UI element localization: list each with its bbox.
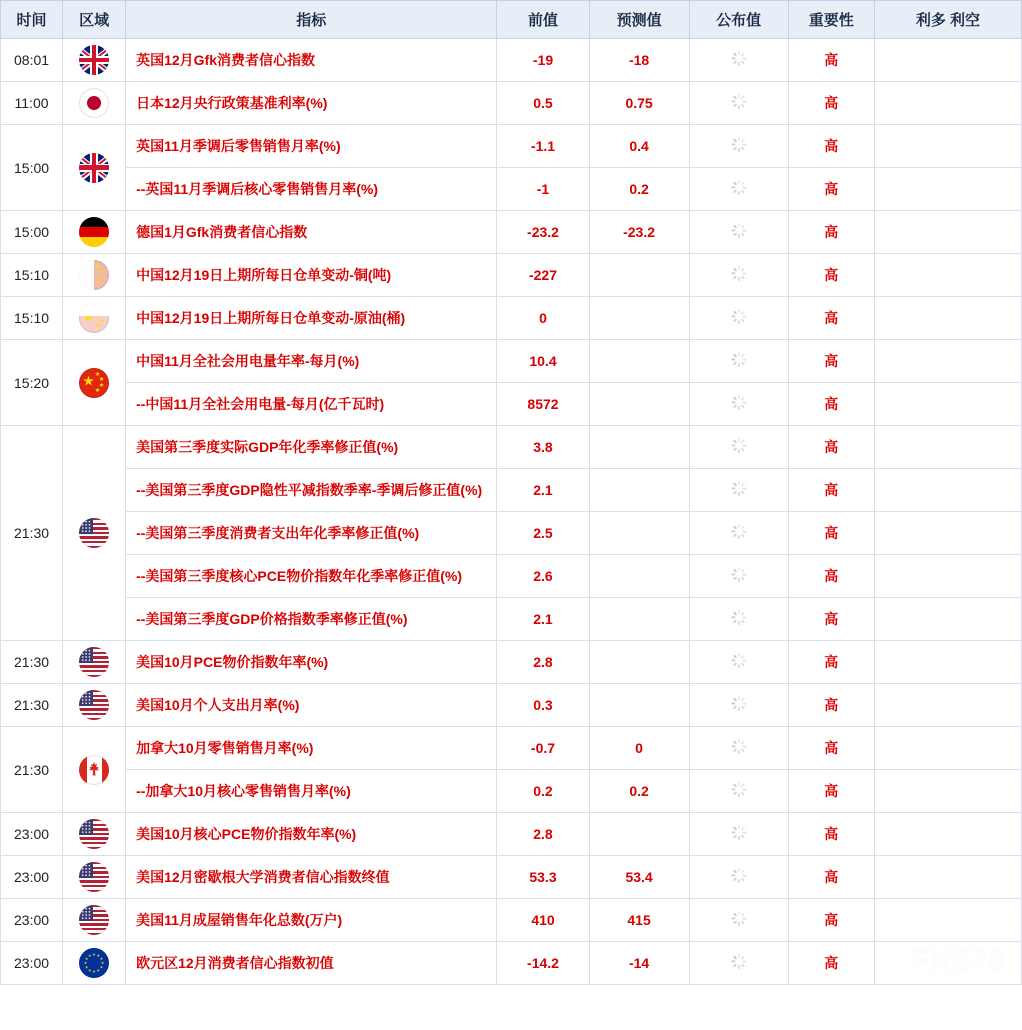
cell-time: 23:00 [1, 899, 63, 942]
loading-spinner-icon [731, 696, 746, 711]
cell-importance: 高 [788, 39, 874, 82]
cell-effect [874, 641, 1021, 684]
cell-region [63, 125, 126, 211]
cell-effect [874, 899, 1021, 942]
cell-effect [874, 684, 1021, 727]
table-row[interactable] [1, 254, 1022, 297]
cell-forecast [589, 641, 689, 684]
cell-time: 23:00 [1, 856, 63, 899]
cell-importance: 高 [788, 211, 874, 254]
cell-actual [689, 211, 788, 254]
column-header-actual: 公布值 [689, 1, 788, 39]
cell-importance: 高 [788, 856, 874, 899]
table-header [1, 1, 1022, 39]
table-row[interactable] [1, 125, 1022, 168]
table-row[interactable] [1, 168, 1022, 211]
loading-spinner-icon [731, 266, 746, 281]
cell-indicator[interactable]: 德国1月Gfk消费者信心指数 [126, 211, 497, 254]
column-header-forecast: 预测值 [589, 1, 689, 39]
cell-region [63, 942, 126, 985]
column-header-indicator: 指标 [126, 1, 497, 39]
cell-effect [874, 813, 1021, 856]
cell-importance: 高 [788, 727, 874, 770]
cell-indicator[interactable]: 美国11月成屋销售年化总数(万户) [126, 899, 497, 942]
cell-forecast [589, 598, 689, 641]
cell-actual [689, 555, 788, 598]
flag-icon-usa [79, 690, 109, 720]
cell-time: 15:00 [1, 125, 63, 211]
table-row[interactable] [1, 598, 1022, 641]
cell-previous: -1.1 [497, 125, 589, 168]
loading-spinner-icon [731, 223, 746, 238]
cell-effect [874, 383, 1021, 426]
table-row[interactable] [1, 512, 1022, 555]
cell-previous: -1 [497, 168, 589, 211]
table-row[interactable] [1, 39, 1022, 82]
cell-actual [689, 254, 788, 297]
cell-indicator[interactable]: 美国10月个人支出月率(%) [126, 684, 497, 727]
cell-indicator[interactable]: --美国第三季度核心PCE物价指数年化季率修正值(%) [126, 555, 497, 598]
cell-importance: 高 [788, 813, 874, 856]
cell-importance: 高 [788, 254, 874, 297]
cell-previous: 2.8 [497, 641, 589, 684]
cell-time: 08:01 [1, 39, 63, 82]
cell-indicator[interactable]: 美国10月核心PCE物价指数年率(%) [126, 813, 497, 856]
loading-spinner-icon [731, 481, 746, 496]
cell-indicator[interactable]: 美国第三季度实际GDP年化季率修正值(%) [126, 426, 497, 469]
table-row[interactable] [1, 211, 1022, 254]
cell-actual [689, 770, 788, 813]
loading-spinner-icon [731, 137, 746, 152]
table-row[interactable] [1, 727, 1022, 770]
table-row[interactable] [1, 942, 1022, 985]
cell-indicator[interactable]: --英国11月季调后核心零售销售月率(%) [126, 168, 497, 211]
cell-actual [689, 297, 788, 340]
cell-importance: 高 [788, 684, 874, 727]
flag-icon-usa [79, 905, 109, 935]
cell-actual [689, 856, 788, 899]
cell-forecast: -23.2 [589, 211, 689, 254]
cell-time: 15:10 [1, 297, 63, 340]
cell-effect [874, 942, 1021, 985]
table-row[interactable] [1, 82, 1022, 125]
loading-spinner-icon [731, 653, 746, 668]
cell-actual [689, 727, 788, 770]
cell-previous: -19 [497, 39, 589, 82]
column-header-previous: 前值 [497, 1, 589, 39]
cell-region [63, 82, 126, 125]
table-row[interactable] [1, 555, 1022, 598]
cell-importance: 高 [788, 82, 874, 125]
cell-importance: 高 [788, 383, 874, 426]
cell-effect [874, 469, 1021, 512]
cell-forecast: 415 [589, 899, 689, 942]
table-row[interactable] [1, 899, 1022, 942]
cell-actual [689, 168, 788, 211]
cell-region [63, 211, 126, 254]
cell-forecast [589, 297, 689, 340]
loading-spinner-icon [731, 395, 746, 410]
cell-time: 21:30 [1, 727, 63, 813]
cell-region [63, 856, 126, 899]
cell-actual [689, 469, 788, 512]
cell-time: 21:30 [1, 641, 63, 684]
cell-region [63, 641, 126, 684]
flag-icon-usa [79, 647, 109, 677]
loading-spinner-icon [731, 911, 746, 926]
cell-forecast: -18 [589, 39, 689, 82]
cell-forecast [589, 383, 689, 426]
cell-forecast [589, 684, 689, 727]
cell-importance: 高 [788, 770, 874, 813]
cell-importance: 高 [788, 340, 874, 383]
cell-time: 23:00 [1, 813, 63, 856]
table-row[interactable] [1, 426, 1022, 469]
cell-region [63, 684, 126, 727]
loading-spinner-icon [731, 438, 746, 453]
loading-spinner-icon [731, 352, 746, 367]
cell-region [63, 426, 126, 641]
cell-forecast: 0.4 [589, 125, 689, 168]
flag-icon-china [79, 260, 109, 290]
cell-previous: 2.1 [497, 598, 589, 641]
cell-previous: -23.2 [497, 211, 589, 254]
flag-icon-eu [79, 948, 109, 978]
cell-previous: 2.6 [497, 555, 589, 598]
cell-forecast: 0.75 [589, 82, 689, 125]
cell-actual [689, 813, 788, 856]
cell-forecast: 0.2 [589, 168, 689, 211]
cell-effect [874, 727, 1021, 770]
cell-previous: -0.7 [497, 727, 589, 770]
cell-importance: 高 [788, 555, 874, 598]
cell-actual [689, 426, 788, 469]
cell-region [63, 39, 126, 82]
cell-importance: 高 [788, 168, 874, 211]
cell-forecast [589, 469, 689, 512]
table-row[interactable] [1, 383, 1022, 426]
cell-effect [874, 297, 1021, 340]
flag-icon-usa [79, 819, 109, 849]
cell-importance: 高 [788, 469, 874, 512]
cell-effect [874, 254, 1021, 297]
column-header-region: 区域 [63, 1, 126, 39]
cell-actual [689, 942, 788, 985]
cell-previous: 0.2 [497, 770, 589, 813]
cell-indicator[interactable]: 日本12月央行政策基准利率(%) [126, 82, 497, 125]
loading-spinner-icon [731, 309, 746, 324]
cell-previous: 53.3 [497, 856, 589, 899]
cell-actual [689, 125, 788, 168]
cell-effect [874, 125, 1021, 168]
cell-indicator[interactable]: 加拿大10月零售销售月率(%) [126, 727, 497, 770]
table-row[interactable] [1, 297, 1022, 340]
cell-previous: -227 [497, 254, 589, 297]
cell-importance: 高 [788, 125, 874, 168]
cell-actual [689, 39, 788, 82]
cell-time: 15:10 [1, 254, 63, 297]
cell-forecast [589, 254, 689, 297]
cell-effect [874, 512, 1021, 555]
cell-effect [874, 856, 1021, 899]
table-row[interactable] [1, 813, 1022, 856]
cell-previous: 3.8 [497, 426, 589, 469]
table-row[interactable] [1, 340, 1022, 383]
cell-effect [874, 770, 1021, 813]
cell-previous: -14.2 [497, 942, 589, 985]
cell-previous: 0.3 [497, 684, 589, 727]
cell-effect [874, 168, 1021, 211]
cell-actual [689, 340, 788, 383]
cell-region [63, 340, 126, 426]
cell-region [63, 813, 126, 856]
column-header-effect: 利多 利空 [874, 1, 1021, 39]
table-body [1, 39, 1022, 985]
cell-effect [874, 39, 1021, 82]
cell-region [63, 899, 126, 942]
cell-importance: 高 [788, 899, 874, 942]
cell-indicator[interactable]: --加拿大10月核心零售销售月率(%) [126, 770, 497, 813]
cell-forecast: -14 [589, 942, 689, 985]
cell-indicator[interactable]: 欧元区12月消费者信心指数初值 [126, 942, 497, 985]
table-row[interactable] [1, 770, 1022, 813]
cell-importance: 高 [788, 598, 874, 641]
cell-importance: 高 [788, 641, 874, 684]
cell-effect [874, 426, 1021, 469]
loading-spinner-icon [731, 782, 746, 797]
cell-indicator[interactable]: 英国12月Gfk消费者信心指数 [126, 39, 497, 82]
cell-forecast: 0 [589, 727, 689, 770]
loading-spinner-icon [731, 825, 746, 840]
cell-indicator[interactable]: --美国第三季度GDP隐性平减指数季率-季调后修正值(%) [126, 469, 497, 512]
flag-icon-japan [79, 88, 109, 118]
cell-forecast [589, 813, 689, 856]
cell-effect [874, 598, 1021, 641]
cell-time: 11:00 [1, 82, 63, 125]
cell-effect [874, 211, 1021, 254]
cell-actual [689, 899, 788, 942]
cell-actual [689, 82, 788, 125]
cell-indicator[interactable]: 英国11月季调后零售销售月率(%) [126, 125, 497, 168]
cell-time: 15:20 [1, 340, 63, 426]
cell-previous: 2.8 [497, 813, 589, 856]
cell-importance: 高 [788, 297, 874, 340]
flag-icon-uk [79, 153, 109, 183]
cell-effect [874, 555, 1021, 598]
table-row[interactable] [1, 469, 1022, 512]
cell-indicator[interactable]: --中国11月全社会用电量-每月(亿千瓦时) [126, 383, 497, 426]
cell-previous: 2.5 [497, 512, 589, 555]
table-row[interactable] [1, 856, 1022, 899]
loading-spinner-icon [731, 524, 746, 539]
cell-previous: 8572 [497, 383, 589, 426]
cell-actual [689, 641, 788, 684]
cell-indicator[interactable]: 美国12月密歇根大学消费者信心指数终值 [126, 856, 497, 899]
loading-spinner-icon [731, 868, 746, 883]
cell-time: 21:30 [1, 426, 63, 641]
loading-spinner-icon [731, 739, 746, 754]
cell-previous: 2.1 [497, 469, 589, 512]
cell-indicator[interactable]: --美国第三季度GDP价格指数季率修正值(%) [126, 598, 497, 641]
flag-icon-china [79, 368, 109, 398]
cell-effect [874, 82, 1021, 125]
cell-indicator[interactable]: 中国11月全社会用电量年率-每月(%) [126, 340, 497, 383]
cell-previous: 0 [497, 297, 589, 340]
cell-time: 15:00 [1, 211, 63, 254]
cell-forecast [589, 426, 689, 469]
cell-indicator[interactable]: 中国12月19日上期所每日仓单变动-铜(吨) [126, 254, 497, 297]
cell-actual [689, 598, 788, 641]
cell-region [63, 727, 126, 813]
cell-importance: 高 [788, 512, 874, 555]
watermark: FX678 [909, 944, 1008, 977]
loading-spinner-icon [731, 567, 746, 582]
cell-actual [689, 684, 788, 727]
table-row[interactable] [1, 641, 1022, 684]
cell-actual [689, 383, 788, 426]
cell-region [63, 297, 126, 340]
cell-region [63, 254, 126, 297]
cell-forecast [589, 555, 689, 598]
cell-previous: 410 [497, 899, 589, 942]
loading-spinner-icon [731, 954, 746, 969]
cell-previous: 10.4 [497, 340, 589, 383]
header-row [1, 1, 1022, 39]
flag-icon-canada [79, 755, 109, 785]
cell-importance: 高 [788, 426, 874, 469]
flag-icon-usa [79, 518, 109, 548]
column-header-time: 时间 [1, 1, 63, 39]
cell-indicator[interactable]: --美国第三季度消费者支出年化季率修正值(%) [126, 512, 497, 555]
flag-icon-germany [79, 217, 109, 247]
flag-icon-china [79, 303, 109, 333]
cell-indicator[interactable]: 中国12月19日上期所每日仓单变动-原油(桶) [126, 297, 497, 340]
cell-effect [874, 340, 1021, 383]
cell-time: 21:30 [1, 684, 63, 727]
loading-spinner-icon [731, 94, 746, 109]
cell-forecast: 53.4 [589, 856, 689, 899]
cell-indicator[interactable]: 美国10月PCE物价指数年率(%) [126, 641, 497, 684]
flag-icon-uk [79, 45, 109, 75]
cell-forecast [589, 340, 689, 383]
cell-actual [689, 512, 788, 555]
cell-forecast: 0.2 [589, 770, 689, 813]
cell-importance: 高 [788, 942, 874, 985]
cell-previous: 0.5 [497, 82, 589, 125]
table-row[interactable] [1, 684, 1022, 727]
column-header-importance: 重要性 [788, 1, 874, 39]
loading-spinner-icon [731, 180, 746, 195]
loading-spinner-icon [731, 610, 746, 625]
flag-icon-usa [79, 862, 109, 892]
cell-forecast [589, 512, 689, 555]
cell-time: 23:00 [1, 942, 63, 985]
loading-spinner-icon [731, 51, 746, 66]
